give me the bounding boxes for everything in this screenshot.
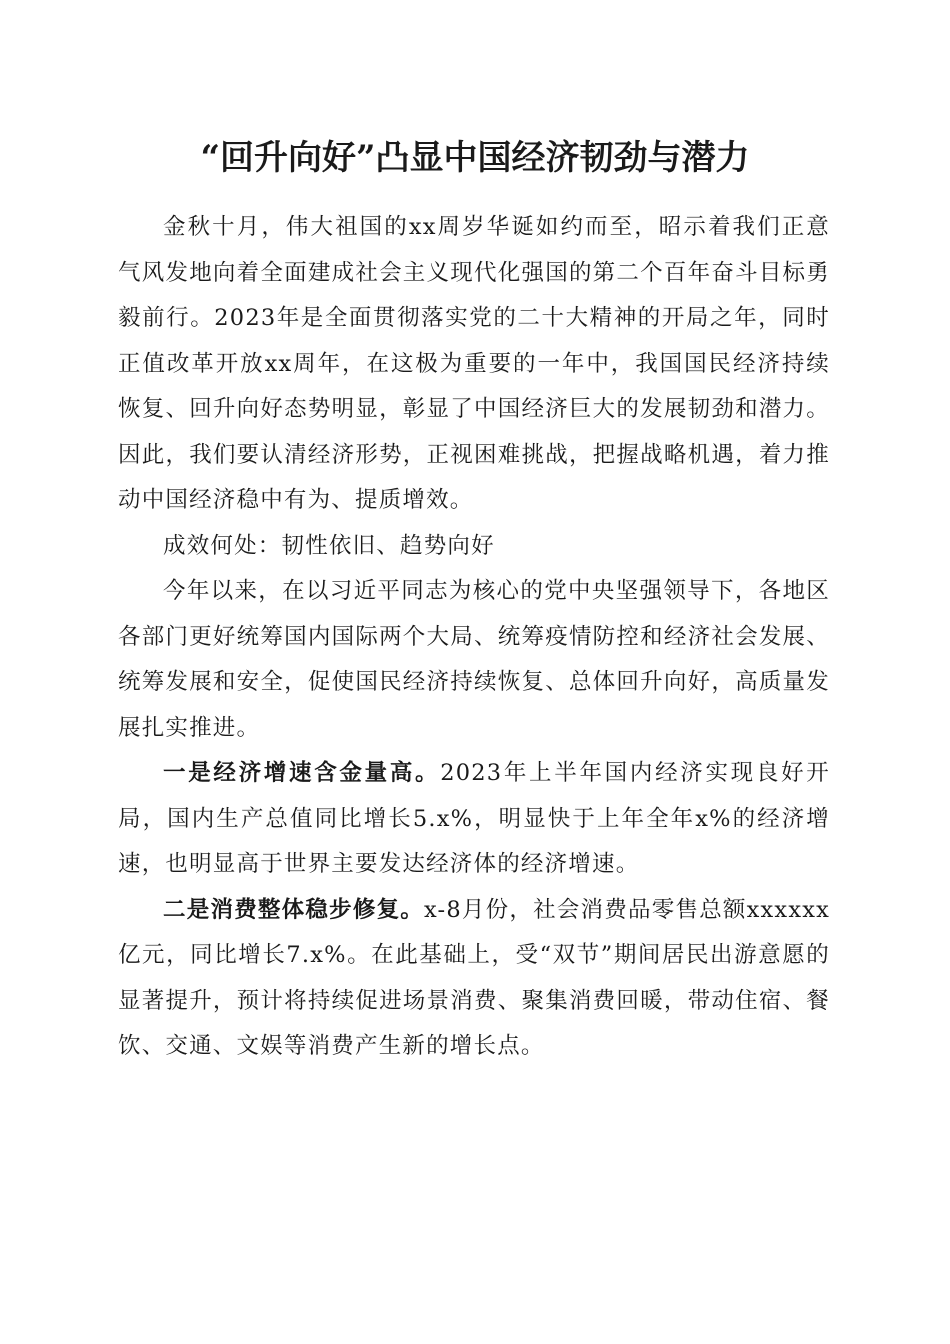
- overview-paragraph-text: 今年以来，在以习近平同志为核心的党中央坚强领导下，各地区各部门更好统筹国内国际两个大局、统筹疫情防控和经济社会发展、统筹发展和安全，促使国民经济持续恢复、总体回升向好，高质量发展扎实推进。: [118, 578, 830, 741]
- point-one-lead: 一是经济增速含金量高。: [163, 760, 441, 786]
- overview-paragraph: [118, 569, 830, 751]
- intro-paragraph: [118, 205, 830, 524]
- section-heading-paragraph: [118, 524, 830, 570]
- point-one-text: 2023年上半年国内经济实现良好开局，国内生产总值同比增长5.x%，明显快于上年全年x%的经济增速，也明显高于世界主要发达经济体的经济增速。: [118, 760, 830, 877]
- document-title: “回升向好”凸显中国经济韧劲与潜力: [200, 138, 750, 178]
- point-two-text: x-8月份，社会消费品零售总额xxxxxx亿元，同比增长7.x%。在此基础上，受“双节”期间居民出游意愿的显著提升，预计将持续促进场景消费、聚集消费回暖，带动住宿、餐饮、交通、文娱等消费产生新的增长点。: [118, 896, 830, 1059]
- point-two-paragraph: [118, 888, 830, 1070]
- point-one-paragraph: [118, 751, 830, 888]
- document-body: [118, 205, 830, 1070]
- section-heading-text: 成效何处：韧性依旧、趋势向好: [163, 532, 495, 559]
- point-two-lead: 二是消费整体稳步修复。: [163, 896, 425, 923]
- intro-paragraph-text: 金秋十月，伟大祖国的xx周岁华诞如约而至，昭示着我们正意气风发地向着全面建成社会主义现代化强国的第二个百年奋斗目标勇毅前行。2023年是全面贯彻落实党的二十大精神的开局之年，同时正值改革开放xx周年，在这极为重要的一年中，我国国民经济持续恢复、回升向好态势明显，彰显了中国经济巨大的发展韧劲和潜力。因此，我们要认清经济形势，正视困难挑战，把握战略机遇，着力推动中国经济稳中有为、提质增效。: [118, 214, 830, 513]
